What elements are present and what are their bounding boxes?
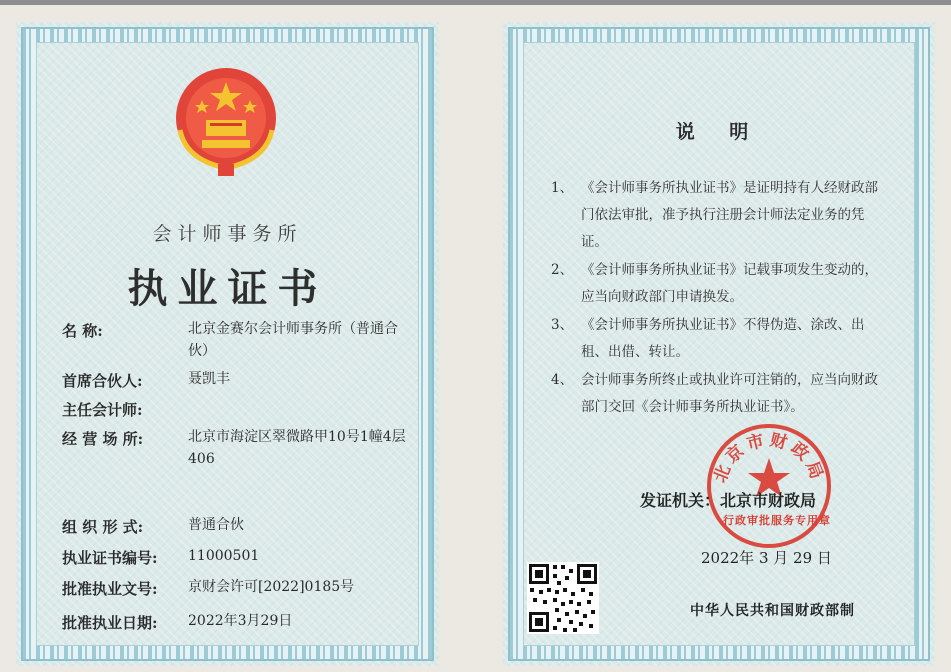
instruction-number: 2、 [551,262,574,278]
qr-code-icon [527,562,599,634]
approval-document-value: 京财会许可[2022]0185号 [188,579,355,595]
name-value: 北京金赛尔会计师事务所（普通合伙） [188,321,398,359]
name-label: 名 称: [62,322,103,340]
issue-date: 2022年 3 月 29 日 [701,549,832,567]
official-seal-icon [703,420,835,552]
certificate-number-label: 执业证书编号: [62,549,158,567]
instruction-text: 《会计师事务所执业证书》是证明持有人经财政部门依法审批，准予执行注册会计师法定业务的凭证。 [581,180,878,250]
director-accountant-label: 主任会计师: [62,401,143,419]
subtitle: 会计师事务所 [152,223,303,245]
certificate-title: 执业证书 [127,265,328,312]
chief-partner-value: 聂凯丰 [188,371,230,387]
instruction-item [551,175,881,256]
approval-date-label: 批准执业日期: [62,614,158,632]
national-emblem-icon [166,60,286,180]
instruction-text: 《会计师事务所执业证书》不得伪造、涂改、出租、出借、转让。 [581,317,865,360]
instructions-heading: 说 明 [675,121,763,143]
instruction-item [551,257,881,311]
certificate-right-page [503,22,935,666]
instruction-number: 3、 [551,317,574,333]
approval-date-value: 2022年3月29日 [188,613,293,629]
ministry-footer: 中华人民共和国财政部制 [690,603,855,619]
premises-label: 经 营 场 所: [62,430,144,448]
certificate-number-value: 11000501 [188,548,260,564]
instruction-number: 1、 [551,180,574,196]
instruction-text: 会计师事务所终止或执业许可注销的，应当向财政部门交回《会计师事务所执业证书》。 [581,372,878,415]
instruction-text: 《会计师事务所执业证书》记载事项发生变动的，应当向财政部门申请换发。 [581,262,878,305]
issuing-authority: 发证机关：北京市财政局 [640,491,817,510]
premises-value: 北京市海淀区翠微路甲10号1幢4层406 [188,429,406,467]
instruction-item [551,312,881,366]
seal-bottom-text: 行政审批服务专用章 [723,514,831,527]
seal-top-text: 北京市财政局 [710,430,828,486]
approval-document-label: 批准执业文号: [62,580,158,598]
organization-form-value: 普通合伙 [188,517,244,533]
certificate-left-page [16,22,439,666]
organization-form-label: 组 织 形 式: [62,518,144,536]
top-bar [0,0,951,5]
instruction-item [551,367,881,421]
chief-partner-label: 首席合伙人: [62,372,143,390]
instruction-number: 4、 [551,372,574,388]
